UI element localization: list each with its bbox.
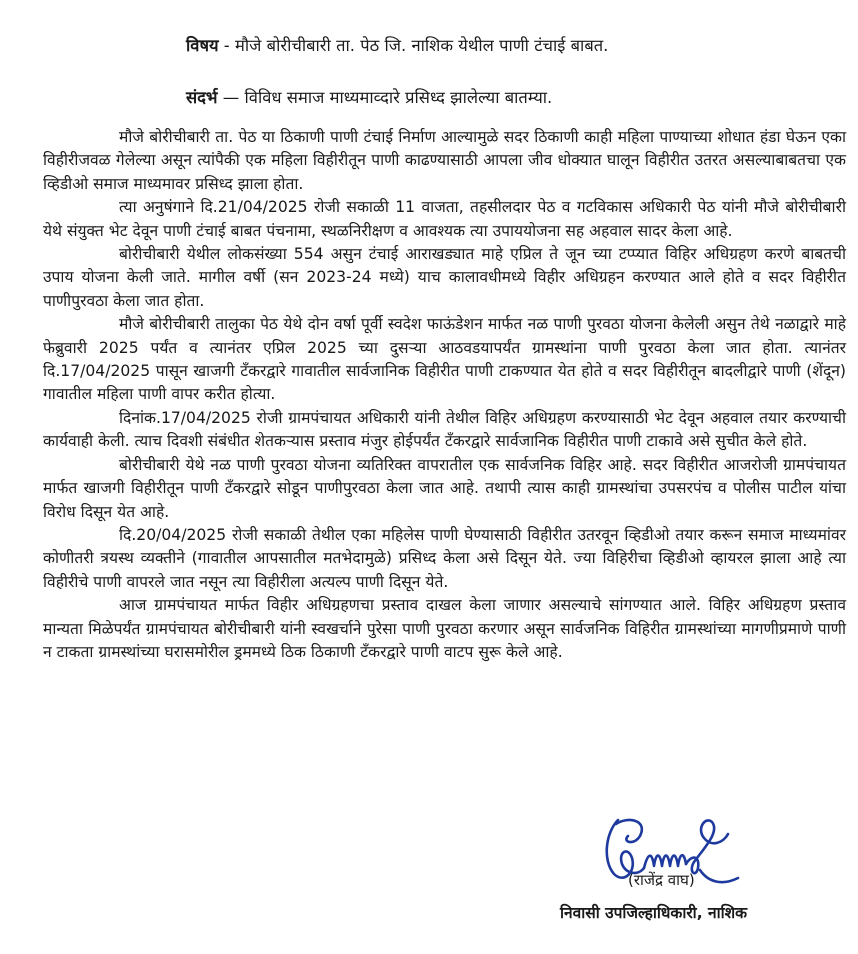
subject-key: विषय	[186, 36, 219, 55]
signature-block	[560, 812, 850, 952]
subject-text: मौजे बोरीचीबारी ता. पेठ जि. नाशिक येथील पाणी टंचाई बाबत.	[235, 36, 609, 55]
reference-key: संदर्भ	[186, 88, 218, 107]
paragraph: त्या अनुषंगाने दि.21/04/2025 रोजी सकाळी 11 वाजता, तहसीलदार पेठ व गटविकास अधिकारी पेठ यांनी मौजे बोरीचीबारी येथे संयुक्त भेट देवून पाणी टंचाई बाबत पंचनामा, स्थळनिरीक्षण व आवश्यक त्या उपाययोजना सह अहवाल सादर केला आहे.	[43, 198, 846, 240]
signatory-name: (राजेंद्र वाघ)	[628, 871, 695, 889]
letter-body	[43, 126, 846, 664]
paragraph: दि.20/04/2025 रोजी सकाळी तेथील एका महिलेस पाणी घेण्यासाठी विहीरीत उतरवून व्हिडीओ तयार करून समाज माध्यमांवर कोणीतरी त्रयस्थ व्यक्तीने (गावातील आपसातील मतभेदामुळे) प्रसिध्द केला असे दिसून येते. ज्या विहिरीचा व्हिडीओ व्हायरल झाला आहे त्या विहीरीचे पाणी वापरले जात नसून त्या विहीरीला अत्यल्प पाणी दिसून येते.	[43, 525, 846, 591]
reference-text: विविध समाज माध्यमाव्दारे प्रसिध्द झालेल्या बातम्या.	[244, 88, 553, 107]
paragraph: मौजे बोरीचीबारी ता. पेठ या ठिकाणी पाणी टंचाई निर्माण आल्यामुळे सदर ठिकाणी काही महिला पाण्याच्या शोधात हंडा घेऊन एका विहीरीजवळ गेलेल्या असून त्यांपैकी एक महिला विहीरीतून पाणी काढण्यासाठी आपला जीव धोक्यात घालून विहीरीत उतरत असल्याबाबतचा एक व्हिडीओ समाज माध्यमावर प्रसिध्द झाला होता.	[43, 128, 846, 193]
paragraph: मौजे बोरीचीबारी तालुका पेठ येथे दोन वर्षा पूर्वी स्वदेश फाऊंडेशन मार्फत नळ पाणी पुरवठा योजना केलेली असुन तेथे नळाद्वारे माहे फेब्रुवारी 2025 पर्यंत व त्यानंतर एप्रिल 2025 च्या दुसऱ्या आठवडयापर्यंत ग्रामस्थांना पाणी पुरवठा केला जात होता. त्यानंतर दि.17/04/2025 पासून खाजगी टँकरद्वारे गावातील सार्वजानिक विहीरीत पाणी टाकण्यात येत होते व सदर विहीरीतून बादलीद्वारे पाणी (शेंदून) गावातील महिला पाणी वापर करीत होत्या.	[43, 315, 846, 404]
paragraph: बोरीचीबारी येथे नळ पाणी पुरवठा योजना व्यतिरिक्त वापरातील एक सार्वजनिक विहिर आहे. सदर विहीरीत आजरोजी ग्रामपंचायत मार्फत खाजगी विहीरीतून पाणी टँकरद्वारे सोडून पाणीपुरवठा केला जात आहे. तथापी त्यास काही ग्रामस्थांचा उपसरपंच व पोलीस पाटील यांचा विरोध दिसून येत आहे.	[43, 455, 846, 521]
subject-line: विषय - मौजे बोरीचीबारी ता. पेठ जि. नाशिक येथील पाणी टंचाई बाबत.	[186, 36, 609, 55]
paragraph: आज ग्रामपंचायत मार्फत विहीर अधिग्रहणचा प्रस्ताव दाखल केला जाणार असल्याचे सांगण्यात आले. विहिर अधिग्रहण प्रस्ताव मान्यता मिळेपर्यंत ग्रामपंचायत बोरीचीबारी यांनी स्वखर्चाने पुरेसा पाणी पुरवठा करणार असून सार्वजनिक विहिरीत ग्रामस्थांच्या मागणीप्रमाणे पाणी न टाकता ग्रामस्थांच्या घरासमोरील ड्रममध्ये ठिक ठिकाणी टँकरद्वारे पाणी वाटप सुरू केले आहे.	[43, 596, 846, 661]
paragraph: बोरीचीबारी येथील लोकसंख्या 554 असुन टंचाई आराखड्यात माहे एप्रिल ते जून च्या टप्प्यात विहिर अधिग्रहण करणे बाबतची उपाय योजना केली जाते. मागील वर्षी (सन 2023-24 मध्ये) याच कालावधीमध्ये विहीर अधिग्रहन करण्यात आले होते व सदर विहीरीत पाणीपुरवठा केला जात होता.	[43, 245, 846, 310]
reference-line: संदर्भ — विविध समाज माध्यमाव्दारे प्रसिध्द झालेल्या बातम्या.	[186, 88, 553, 107]
paragraph: दिनांक.17/04/2025 रोजी ग्रामपंचायत अधिकारी यांनी तेथील विहिर अधिग्रहण करण्यासाठी भेट देवून अहवाल तयार करण्याची कार्यवाही केली. त्याच दिवशी संबंधीत शेतकऱ्यास प्रस्ताव मंजुर होईपर्यंत टँकरद्वारे सार्वजानिक विहीरीत पाणी टाकावे असे सुचीत केले होते.	[43, 408, 846, 451]
signatory-title: निवासी उपजिल्हाधिकारी, नाशिक	[560, 904, 748, 922]
